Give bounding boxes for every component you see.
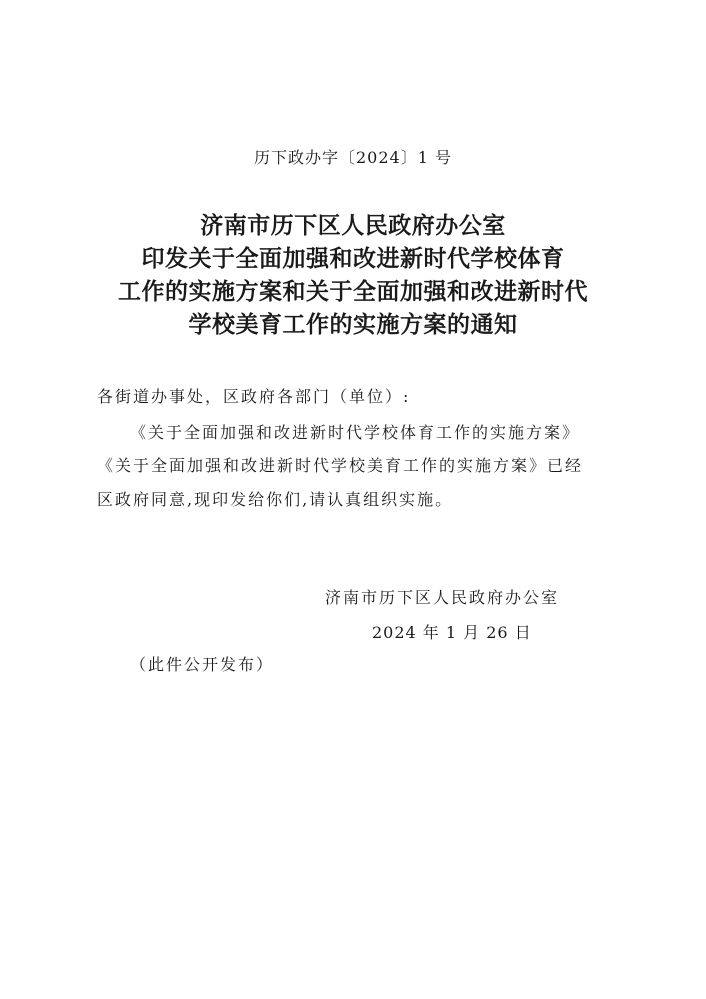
document-number: 历下政办字〔2024〕1 号 (254, 148, 452, 167)
title-line: 工作的实施方案和关于全面加强和改进新时代 (118, 279, 588, 305)
title-line: 印发关于全面加强和改进新时代学校体育 (141, 246, 565, 272)
issuing-office-signature: 济南市历下区人民政府办公室 (325, 588, 560, 607)
title-line: 学校美育工作的实施方案的通知 (188, 312, 518, 338)
title-line: 济南市历下区人民政府办公室 (200, 213, 506, 239)
publication-note: （此件公开发布） (130, 655, 275, 674)
body-line: 区政府同意,现印发给你们,请认真组织实施。 (97, 490, 454, 509)
document-title (0, 210, 706, 342)
body-line: 《关于全面加强和改进新时代学校体育工作的实施方案》 (130, 423, 581, 442)
salutation: 各街道办事处，区政府各部门（单位）: (97, 387, 411, 406)
body-line: 《关于全面加强和改进新时代学校美育工作的实施方案》已经 (97, 456, 584, 475)
issue-date: 2024 年 1 月 26 日 (372, 623, 532, 642)
